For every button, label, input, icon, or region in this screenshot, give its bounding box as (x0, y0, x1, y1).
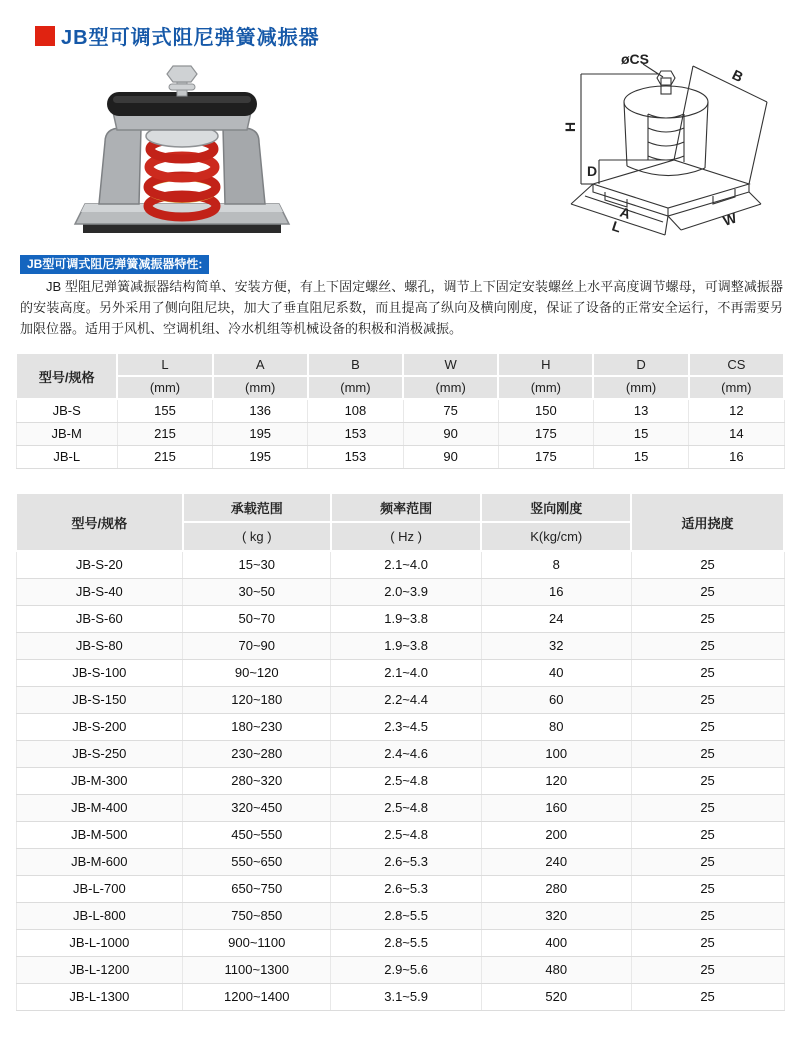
value-cell: 12 (689, 399, 784, 422)
model-cell: JB-L (16, 445, 117, 468)
value-cell: 50~70 (183, 605, 331, 632)
value-cell: 320~450 (183, 794, 331, 821)
value-cell: 14 (689, 422, 784, 445)
value-cell: 30~50 (183, 578, 331, 605)
dim-col-A: A (213, 353, 308, 376)
value-cell: 24 (481, 605, 631, 632)
value-cell: 2.8~5.5 (331, 902, 482, 929)
model-cell: JB-S-40 (16, 578, 183, 605)
value-cell: 3.1~5.9 (331, 983, 482, 1010)
value-cell: 900~1100 (183, 929, 331, 956)
table-row (16, 956, 784, 983)
dim-col-D: D (593, 353, 688, 376)
dim-unit: (mm) (308, 376, 403, 399)
value-cell: 240 (481, 848, 631, 875)
value-cell: 120~180 (183, 686, 331, 713)
table-row (16, 632, 784, 659)
table-row (16, 767, 784, 794)
value-cell: 80 (481, 713, 631, 740)
top-pad-sheen (113, 96, 251, 103)
value-cell: 25 (631, 794, 784, 821)
value-cell: 25 (631, 821, 784, 848)
spec-col-load: 承载范围 (183, 493, 331, 522)
value-cell: 70~90 (183, 632, 331, 659)
spec-col-freq: 频率范围 (331, 493, 482, 522)
value-cell: 215 (117, 422, 212, 445)
model-cell: JB-S-200 (16, 713, 183, 740)
table-row (16, 740, 784, 767)
features-banner: JB型可调式阻尼弹簧减振器特性: (20, 255, 209, 274)
value-cell: 400 (481, 929, 631, 956)
value-cell: 480 (481, 956, 631, 983)
value-cell: 153 (308, 445, 403, 468)
value-cell: 75 (403, 399, 498, 422)
table-row (16, 821, 784, 848)
model-cell: JB-L-1200 (16, 956, 183, 983)
dim-unit: (mm) (213, 376, 308, 399)
model-cell: JB-M-300 (16, 767, 183, 794)
value-cell: 25 (631, 848, 784, 875)
value-cell: 25 (631, 659, 784, 686)
model-cell: JB-M-400 (16, 794, 183, 821)
value-cell: 25 (631, 902, 784, 929)
spec-unit-k: K(kg/cm) (481, 522, 631, 551)
value-cell: 320 (481, 902, 631, 929)
value-cell: 15 (593, 445, 688, 468)
isometric-drawing (535, 44, 797, 244)
value-cell: 8 (481, 551, 631, 578)
spring-isolator-photo (55, 56, 313, 254)
value-cell: 520 (481, 983, 631, 1010)
dim-col-L: L (117, 353, 212, 376)
value-cell: 150 (498, 399, 593, 422)
value-cell: 2.6~5.3 (331, 875, 482, 902)
dim-unit: (mm) (689, 376, 784, 399)
value-cell: 160 (481, 794, 631, 821)
product-photo (55, 56, 313, 254)
table-row (16, 902, 784, 929)
right-housing (223, 128, 265, 204)
value-cell: 16 (689, 445, 784, 468)
value-cell: 2.5~4.8 (331, 794, 482, 821)
spec-col-model: 型号/规格 (16, 493, 183, 551)
base-rubber-pad (83, 224, 281, 233)
table-row (16, 659, 784, 686)
model-cell: JB-L-1300 (16, 983, 183, 1010)
value-cell: 25 (631, 983, 784, 1010)
value-cell: 32 (481, 632, 631, 659)
value-cell: 2.8~5.5 (331, 929, 482, 956)
value-cell: 200 (481, 821, 631, 848)
value-cell: 175 (498, 445, 593, 468)
value-cell: 25 (631, 713, 784, 740)
value-cell: 2.1~4.0 (331, 659, 482, 686)
table-row (16, 686, 784, 713)
dimension-table-body (16, 399, 784, 468)
value-cell: 90 (403, 445, 498, 468)
model-cell: JB-S-20 (16, 551, 183, 578)
hex-nut (167, 66, 197, 82)
value-cell: 25 (631, 875, 784, 902)
washer (169, 84, 195, 90)
value-cell: 1.9~3.8 (331, 632, 482, 659)
value-cell: 25 (631, 956, 784, 983)
value-cell: 230~280 (183, 740, 331, 767)
spec-unit-kg: ( kg ) (183, 522, 331, 551)
dim-col-H: H (498, 353, 593, 376)
table-row (16, 605, 784, 632)
model-cell: JB-L-700 (16, 875, 183, 902)
model-cell: JB-M-600 (16, 848, 183, 875)
model-cell: JB-M-500 (16, 821, 183, 848)
value-cell: 40 (481, 659, 631, 686)
dim-unit: (mm) (117, 376, 212, 399)
dim-label-h: H (562, 121, 578, 132)
value-cell: 15 (593, 422, 688, 445)
product-description: JB 型阻尼弹簧减振器结构简单、安装方便，有上下固定螺丝、螺孔，调节上下固定安装螺丝上水平高度调节螺母，可调整减振器的安装高度。另外采用了侧向阻尼块，加大了垂直阻尼系数，而且提高了纵向及横向刚度，保证了设备的正常安全运行，不再需要另加限位器。适用于风机、空调机组、冷水机组等机械设备的积极和消极减振。 (20, 279, 783, 336)
spec-col-deflection: 适用挠度 (631, 493, 784, 551)
value-cell: 25 (631, 686, 784, 713)
dim-unit: (mm) (403, 376, 498, 399)
page-header (35, 21, 320, 50)
value-cell: 2.2~4.4 (331, 686, 482, 713)
value-cell: 108 (308, 399, 403, 422)
value-cell: 60 (481, 686, 631, 713)
value-cell: 175 (498, 422, 593, 445)
value-cell: 25 (631, 605, 784, 632)
red-square-icon (35, 26, 55, 46)
dim-label-a: A (618, 203, 633, 222)
value-cell: 215 (117, 445, 212, 468)
value-cell: 280 (481, 875, 631, 902)
value-cell: 90 (403, 422, 498, 445)
value-cell: 1.9~3.8 (331, 605, 482, 632)
table-row (16, 875, 784, 902)
model-cell: JB-M (16, 422, 117, 445)
value-cell: 750~850 (183, 902, 331, 929)
page-title: JB型可调式阻尼弹簧减振器 (61, 27, 320, 49)
value-cell: 25 (631, 929, 784, 956)
dim-label-d: D (587, 163, 598, 179)
model-cell: JB-S-80 (16, 632, 183, 659)
value-cell: 100 (481, 740, 631, 767)
model-cell: JB-L-1000 (16, 929, 183, 956)
value-cell: 155 (117, 399, 212, 422)
value-cell: 15~30 (183, 551, 331, 578)
value-cell: 280~320 (183, 767, 331, 794)
value-cell: 25 (631, 740, 784, 767)
value-cell: 2.6~5.3 (331, 848, 482, 875)
dim-label-l: L (610, 217, 624, 236)
model-cell: JB-S-100 (16, 659, 183, 686)
value-cell: 25 (631, 578, 784, 605)
model-cell: JB-S-150 (16, 686, 183, 713)
table-row (16, 422, 784, 445)
table-row (16, 713, 784, 740)
value-cell: 195 (213, 422, 308, 445)
table-row (16, 551, 784, 578)
table-row (16, 399, 784, 422)
value-cell: 2.1~4.0 (331, 551, 482, 578)
spec-unit-hz: ( Hz ) (331, 522, 482, 551)
value-cell: 2.9~5.6 (331, 956, 482, 983)
value-cell: 136 (213, 399, 308, 422)
value-cell: 2.5~4.8 (331, 767, 482, 794)
value-cell: 16 (481, 578, 631, 605)
value-cell: 195 (213, 445, 308, 468)
model-cell: JB-S-60 (16, 605, 183, 632)
dimension-drawing (535, 44, 797, 244)
table-row (16, 445, 784, 468)
value-cell: 2.4~4.6 (331, 740, 482, 767)
model-cell: JB-S (16, 399, 117, 422)
spec-table-body (16, 551, 784, 1010)
value-cell: 650~750 (183, 875, 331, 902)
value-cell: 120 (481, 767, 631, 794)
value-cell: 180~230 (183, 713, 331, 740)
value-cell: 2.3~4.5 (331, 713, 482, 740)
value-cell: 25 (631, 632, 784, 659)
left-housing (99, 128, 141, 204)
value-cell: 25 (631, 767, 784, 794)
model-cell: JB-L-800 (16, 902, 183, 929)
dim-unit: (mm) (593, 376, 688, 399)
dim-label-cs: øCS (621, 51, 649, 67)
dim-unit: (mm) (498, 376, 593, 399)
table-row (16, 848, 784, 875)
value-cell: 153 (308, 422, 403, 445)
model-cell: JB-S-250 (16, 740, 183, 767)
value-cell: 1200~1400 (183, 983, 331, 1010)
value-cell: 2.5~4.8 (331, 821, 482, 848)
base-plate-highlight (81, 204, 283, 212)
value-cell: 1100~1300 (183, 956, 331, 983)
value-cell: 550~650 (183, 848, 331, 875)
table-row (16, 794, 784, 821)
value-cell: 2.0~3.9 (331, 578, 482, 605)
dim-label-w: W (720, 209, 739, 229)
dim-col-model: 型号/规格 (16, 353, 117, 399)
spec-table (15, 492, 785, 1011)
value-cell: 450~550 (183, 821, 331, 848)
table-row (16, 929, 784, 956)
dim-label-b: B (729, 66, 746, 86)
value-cell: 90~120 (183, 659, 331, 686)
dim-col-CS: CS (689, 353, 784, 376)
dimension-table (15, 352, 785, 469)
spec-col-stiffness: 竖向刚度 (481, 493, 631, 522)
dim-col-W: W (403, 353, 498, 376)
value-cell: 13 (593, 399, 688, 422)
dim-col-B: B (308, 353, 403, 376)
table-row (16, 578, 784, 605)
value-cell: 25 (631, 551, 784, 578)
table-row (16, 983, 784, 1010)
